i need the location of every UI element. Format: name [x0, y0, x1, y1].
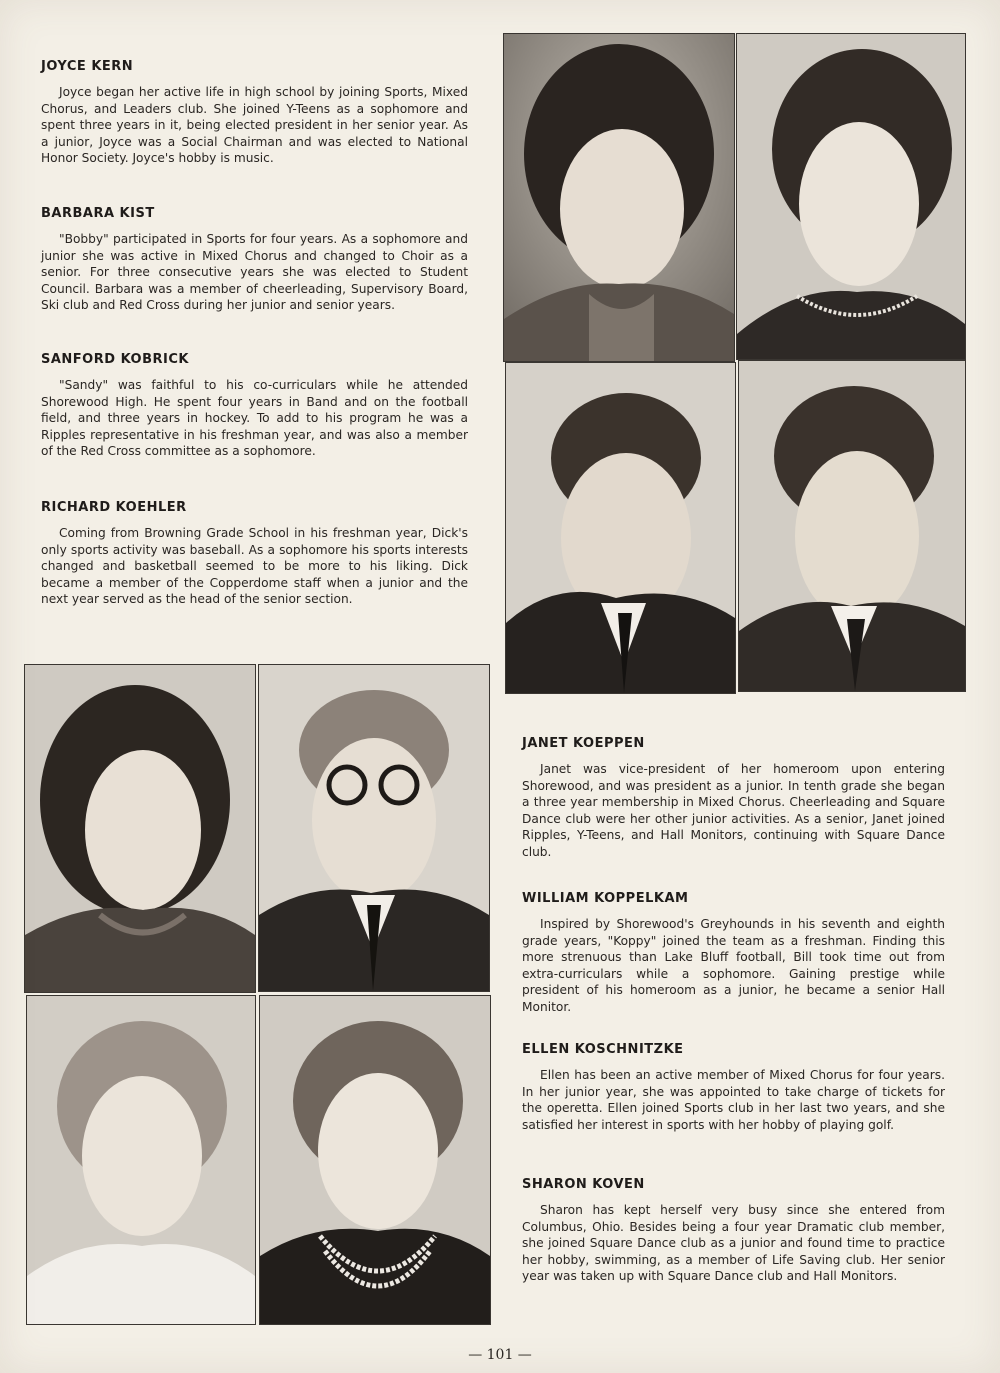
portrait-janet-koeppen — [24, 664, 256, 993]
bio-sanford-kobrick — [41, 352, 468, 460]
bio-text: Inspired by Shorewood's Greyhounds in his seventh and eighth grade years, "Koppy" joined the team as a freshman. Finding this more strenuous than Lake Bluff football, Bill took time out from extra-curriculars while a sophomore. Gaining prestige while president of his homeroom as a junior, he became a senior Hall Monitor. — [522, 917, 945, 1014]
bio-richard-koehler — [41, 500, 468, 608]
bio-text: "Sandy" was faithful to his co-curriculars while he attended Shorewood High. He spent four years in Band and on the football field, and three years in hockey. To add to his program he was a Ripples representative in his freshman year, and was also a member of the Red Cross committee as a sophomore. — [41, 378, 468, 459]
bio-joyce-kern — [41, 59, 468, 167]
portrait-richard-koehler — [738, 360, 966, 692]
portrait-barbara-kist — [736, 33, 966, 360]
bio-name: JANET KOEPPEN — [522, 736, 645, 751]
bio-text: Coming from Browning Grade School in his freshman year, Dick's only sports activity was baseball. As a sophomore his sports interests changed and basketball seemed to be more to his liking. Dick became a member of the Copperdome staff when a junior and the next year served as the head of the senior section. — [41, 526, 468, 607]
bio-barbara-kist — [41, 206, 468, 314]
portrait-ellen-koschnitzke — [26, 995, 256, 1325]
bio-name: WILLIAM KOPPELKAM — [522, 891, 689, 906]
bio-name: ELLEN KOSCHNITZKE — [522, 1042, 684, 1057]
bio-text: Sharon has kept herself very busy since she entered from Columbus, Ohio. Besides being a four year Dramatic club member, she joined Square Dance club as a junior and found time to practice her hobby, swimming, as a member of Life Saving club. Her senior year was taken up with Square Dance club and Hall Monitors. — [522, 1203, 945, 1284]
portrait-sharon-koven — [259, 995, 491, 1325]
bio-ellen-koschnitzke — [522, 1042, 945, 1133]
bio-name: SHARON KOVEN — [522, 1177, 645, 1192]
bio-janet-koeppen — [522, 736, 945, 861]
bio-name: JOYCE KERN — [41, 59, 134, 74]
bio-text: Ellen has been an active member of Mixed Chorus for four years. In her junior year, she was appointed to take charge of tickets for the operetta. Ellen joined Sports club in her last two years, and she satisfied her interest in sports with her hobby of playing golf. — [522, 1068, 945, 1132]
bio-name: RICHARD KOEHLER — [41, 500, 187, 515]
page-number: — 101 — — [468, 1347, 532, 1363]
bio-text: Joyce began her active life in high school by joining Sports, Mixed Chorus, and Leaders club. She joined Y-Teens as a sophomore and spent three years in it, being elected president in her senior year. As a junior, Joyce was a Social Chairman and was elected to National Honor Society. Joyce's hobby is music. — [41, 85, 468, 166]
bio-william-koppelkam — [522, 891, 945, 1016]
portrait-joyce-kern — [503, 33, 735, 362]
portrait-sanford-kobrick — [505, 362, 736, 694]
bio-sharon-koven — [522, 1177, 945, 1285]
bio-name: BARBARA KIST — [41, 206, 155, 221]
bio-text: Janet was vice-president of her homeroom upon entering Shorewood, and was president as a junior. In tenth grade she began a three year membership in Mixed Chorus. Cheerleading and Square Dance club were her other junior activities. As a senior, Janet joined Ripples, Y-Teens, and Hall Monitors, continuing with Square Dance club. — [522, 762, 945, 859]
bio-text: "Bobby" participated in Sports for four years. As a sophomore and junior she was active in Mixed Chorus and changed to Choir as a senior. For three consecutive years she was elected to Student Council. Barbara was a member of cheerleading, Supervisory Board, Ski club and Red Cross during her junior and senior years. — [41, 232, 468, 313]
bio-name: SANFORD KOBRICK — [41, 352, 189, 367]
portrait-william-koppelkam — [258, 664, 490, 992]
